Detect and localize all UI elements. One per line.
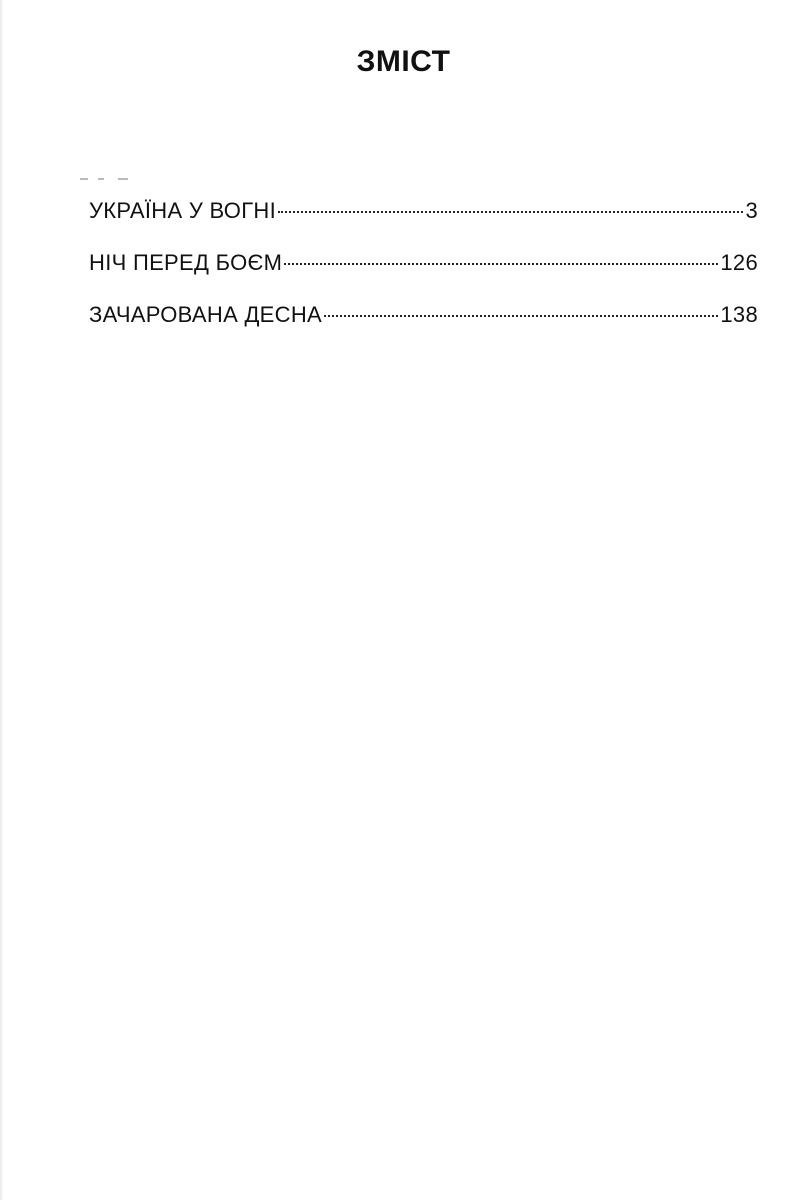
toc-entry-title[interactable]: НІЧ ПЕРЕД БОЄМ	[89, 250, 283, 275]
scan-artifact	[80, 176, 140, 182]
dot-leader	[324, 315, 718, 317]
toc-entry-title[interactable]: ЗАЧАРОВАНА ДЕСНА	[89, 302, 322, 327]
toc-entry[interactable]	[89, 196, 758, 248]
toc-entry-page-number[interactable]: 126	[720, 250, 758, 275]
table-of-contents	[89, 196, 758, 352]
dot-leader	[278, 211, 743, 213]
dot-leader	[284, 263, 718, 265]
page-title: ЗМІСТ	[356, 45, 451, 78]
toc-entry-page-number[interactable]: 138	[720, 302, 758, 327]
toc-entry-title[interactable]: УКРАЇНА У ВОГНІ	[89, 198, 277, 223]
toc-entry-page-number[interactable]: 3	[745, 198, 758, 223]
toc-entry[interactable]	[89, 248, 758, 300]
page-edge-shadow	[0, 0, 4, 1200]
toc-entry[interactable]	[89, 300, 758, 352]
